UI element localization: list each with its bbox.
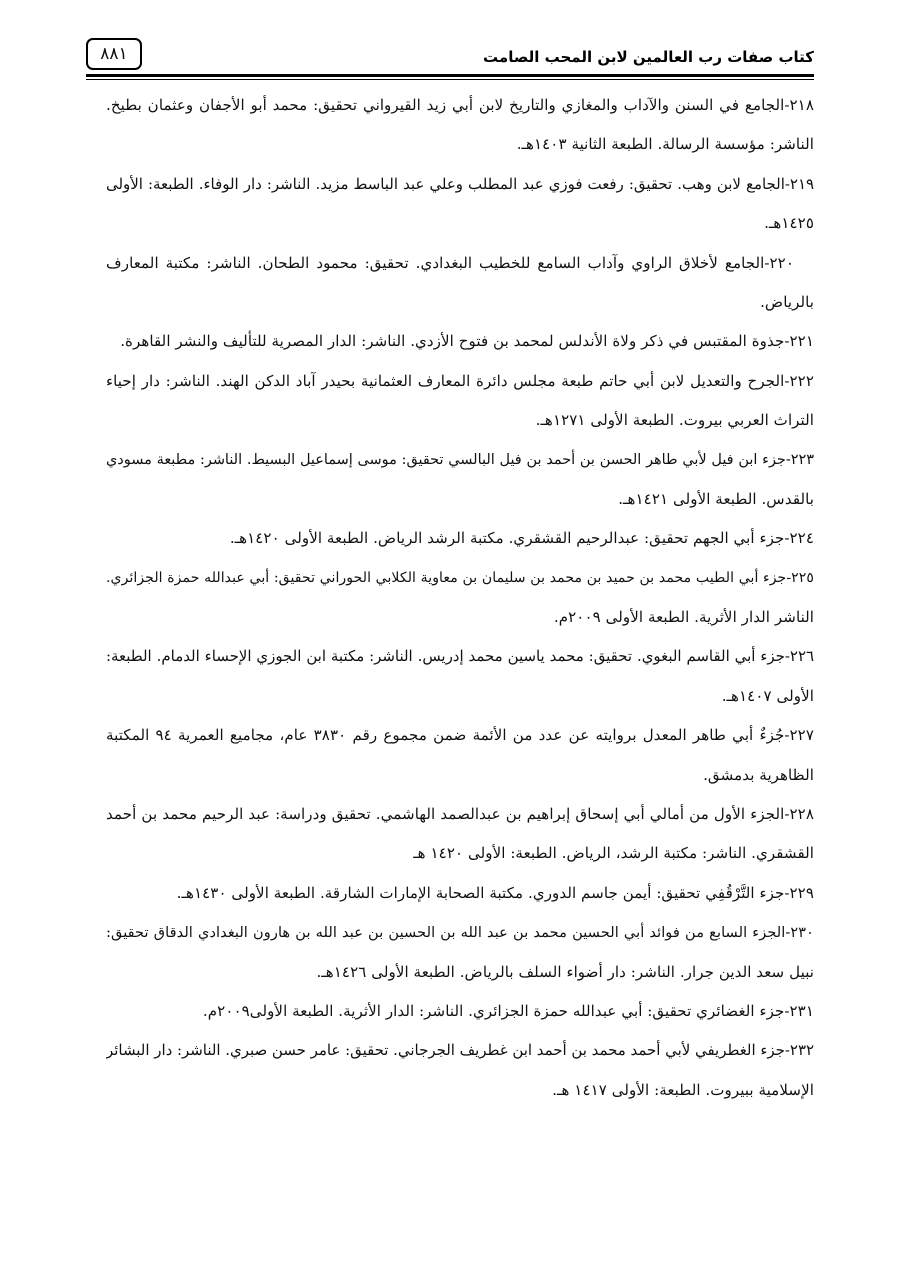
entry-230-line-2: نبيل سعد الدين جرار. الناشر: دار أضواء السلف بالرياض. الطبعة الأولى ١٤٢٦هـ. bbox=[316, 962, 814, 981]
book-title: كتاب صفات رب العالمين لابن المحب الصامت bbox=[483, 48, 814, 66]
header-rule-thin bbox=[86, 79, 814, 80]
entry-228-line-1: ٢٢٨-الجزء الأول من أمالي أبي إسحاق إبراهيم بن عبدالصمد الهاشمي. تحقيق ودراسة: عبد الرحيم محمد بن أحمد bbox=[106, 805, 814, 824]
page-header bbox=[86, 38, 814, 72]
entry-223-line-1: ٢٢٣-جزء ابن فيل لأبي طاهر الحسن بن أحمد بن فيل البالسي تحقيق: موسى إسماعيل البسيط. الناشر: مطبعة مسودي bbox=[106, 451, 814, 468]
entry-220-line-2: بالرياض. bbox=[760, 292, 814, 311]
entry-227-line-2: الظاهرية بدمشق. bbox=[703, 765, 814, 784]
entry-226-line-2: الأولى ١٤٠٧هـ. bbox=[721, 686, 814, 705]
entry-222-line-2: التراث العربي بيروت. الطبعة الأولى ١٢٧١هـ. bbox=[535, 411, 814, 430]
entry-225-line-1: ٢٢٥-جزء أبي الطيب محمد بن حميد بن محمد بن سليمان بن معاوية الكلابي الحوراني تحقيق: أبي عبدالله حمزة الجزائري. bbox=[106, 569, 814, 586]
entry-220-line-1: ٢٢٠-الجامع لأخلاق الراوي وآداب السامع للخطيب البغدادي. تحقيق: محمود الطحان. الناشر: مكتبة المعارف bbox=[106, 253, 794, 272]
entry-232-line-2: الإسلامية ببيروت. الطبعة: الأولى ١٤١٧ هـ. bbox=[552, 1080, 814, 1099]
entry-219-line-2: ١٤٢٥هـ. bbox=[764, 214, 814, 233]
entry-231-line-1: ٢٣١-جزء الغضائري تحقيق: أبي عبدالله حمزة الجزائري. الناشر: الدار الأثرية. الطبعة الأولى٢٠٠٩م. bbox=[202, 1001, 814, 1020]
entry-227-line-1: ٢٢٧-جُزءٌ أبي طاهر المعدل بروايته عن عدد من الأئمة ضمن مجموع رقم ٣٨٣٠ عام، مجاميع العمرية ٩٤ المكتبة bbox=[106, 726, 814, 745]
entry-221-line-1: ٢٢١-جذوة المقتبس في ذكر ولاة الأندلس لمحمد بن فتوح الأزدي. الناشر: الدار المصرية للتأليف والنشر القاهرة. bbox=[120, 332, 814, 351]
entry-225-line-2: الناشر الدار الأثرية. الطبعة الأولى ٢٠٠٩م. bbox=[553, 608, 814, 627]
header-rule-thick bbox=[86, 74, 814, 77]
entry-223-line-2: بالقدس. الطبعة الأولى ١٤٢١هـ. bbox=[618, 489, 814, 508]
bibliography-list bbox=[106, 86, 814, 1110]
entry-229-line-1: ٢٢٩-جزء التَّرْقُفِي تحقيق: أيمن جاسم الدوري. مكتبة الصحابة الإمارات الشارقة. الطبعة الأولى ١٤٣٠هـ. bbox=[176, 883, 814, 902]
entry-222-line-1: ٢٢٢-الجرح والتعديل لابن أبي حاتم طبعة مجلس دائرة المعارف العثمانية بحيدر آباد الدكن الهند. الناشر: دار إحياء bbox=[106, 371, 814, 390]
entry-218-line-1: ٢١٨-الجامع في السنن والآداب والمغازي والتاريخ لابن أبي زيد القيرواني تحقيق: محمد أبو الأجفان وعثمان بطيخ. bbox=[106, 96, 814, 114]
entry-218-line-2: الناشر: مؤسسة الرسالة. الطبعة الثانية ١٤٠٣هـ. bbox=[516, 135, 814, 154]
page-number-box: ٨٨١ bbox=[86, 38, 142, 70]
entry-228-line-2: القشقري. الناشر: مكتبة الرشد، الرياض. الطبعة: الأولى ١٤٢٠ هـ bbox=[413, 844, 814, 863]
entry-230-line-1: ٢٣٠-الجزء السابع من فوائد أبي الحسين محمد بن عبد الله بن الحسين بن عبد الله بن هارون البغدادي الدقاق تحقيق: bbox=[106, 924, 814, 942]
entry-224-line-1: ٢٢٤-جزء أبي الجهم تحقيق: عبدالرحيم القشقري. مكتبة الرشد الرياض. الطبعة الأولى ١٤٢٠هـ. bbox=[229, 529, 814, 548]
entry-219-line-1: ٢١٩-الجامع لابن وهب. تحقيق: رفعت فوزي عبد المطلب وعلي عبد الباسط مزيد. الناشر: دار الوفاء. الطبعة: الأولى bbox=[106, 174, 814, 193]
entry-232-line-1: ٢٣٢-جزء الغطريفي لأبي أحمد محمد بن أحمد ابن غطريف الجرجاني. تحقيق: عامر حسن صبري. الناشر: دار البشائر bbox=[106, 1041, 814, 1060]
entry-226-line-1: ٢٢٦-جزء أبي القاسم البغوي. تحقيق: محمد ياسين محمد إدريس. الناشر: مكتبة ابن الجوزي الإحساء الدمام. الطبعة: bbox=[106, 647, 814, 666]
